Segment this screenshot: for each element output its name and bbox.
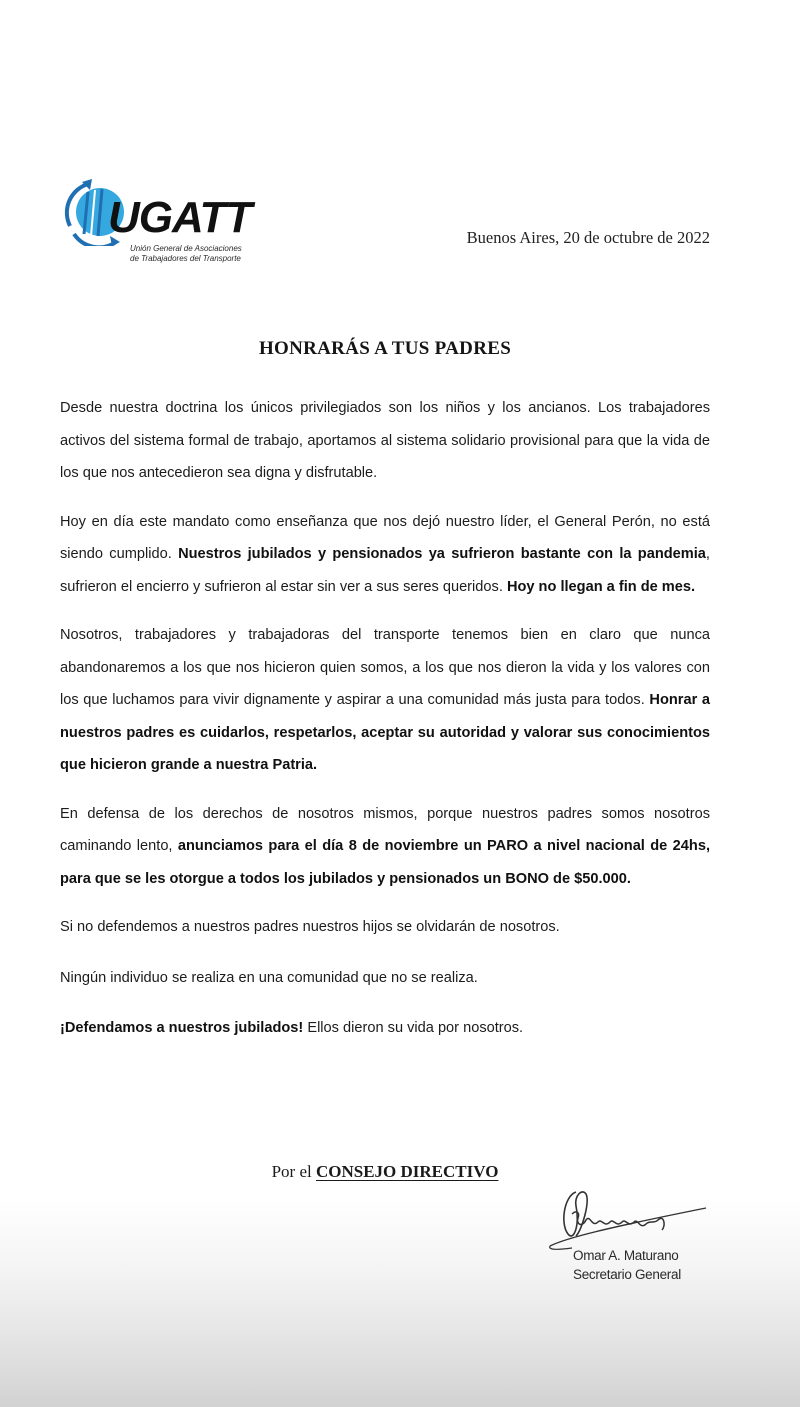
place-and-date: Buenos Aires, 20 de octubre de 2022: [466, 228, 710, 247]
signer-name: Omar A. Maturano: [573, 1248, 679, 1263]
bold-text-segment: Hoy no llegan a fin de mes.: [506, 578, 696, 595]
signature-loop: [564, 1192, 587, 1236]
paragraph-3: [60, 619, 710, 782]
text-segment: , sufrieron el encierro y sufrieron al estar sin ver a sus seres queridos.: [60, 546, 710, 595]
signer-role: Secretario General: [573, 1267, 681, 1282]
text-segment: Desde nuestra doctrina los únicos privilegiados son los niños y los ancianos. Los trabajadores activos del sistema formal de trabajo, aportamos al sistema solidario provisional para que la vida de los que nos antecedieron sea digna y disfrutable.: [60, 400, 710, 481]
bold-text-segment: anunciamos para el día 8 de noviembre un PARO a nivel nacional de 24hs, para que se les otorgue a todos los jubilados y pensionados un BONO de $50.000.: [60, 838, 710, 887]
handwritten-signature: [546, 1184, 716, 1254]
logo-subtitle-line-2: de Trabajadores del Transporte: [130, 253, 241, 263]
paragraph-7: [60, 1012, 710, 1045]
closing-body: CONSEJO DIRECTIVO: [315, 1162, 499, 1181]
bold-text-segment: ¡Defendamos a nuestros jubilados!: [60, 1020, 304, 1036]
logo-subtitle: [130, 244, 242, 263]
bold-text-segment: Nuestros jubilados y pensionados ya sufrieron bastante con la pandemia: [178, 546, 706, 562]
document-title: HONRARÁS A TUS PADRES: [258, 338, 512, 359]
ugatt-logo-graphic: [64, 176, 260, 246]
closing-line: [0, 1162, 770, 1182]
text-segment: Ningún individuo se realiza en una comunidad que no se realiza.: [60, 969, 478, 986]
paragraph-5: [60, 911, 710, 944]
text-segment: En defensa de los derechos de nosotros mismos, porque nuestros padres somos nosotros caminando lento,: [60, 805, 710, 854]
text-segment: Ellos dieron su vida por nosotros.: [303, 1020, 524, 1036]
signature-tail: [550, 1246, 572, 1249]
paragraph-2: [60, 506, 710, 604]
paragraph-4: [60, 798, 710, 896]
document-body: [60, 392, 710, 1063]
text-segment: Hoy en día este mandato como enseñanza que nos dejó nuestro líder, el General Perón, no está siendo cumplido.: [60, 513, 710, 562]
bold-text-segment: Honrar a nuestros padres es cuidarlos, respetarlos, aceptar su autoridad y valorar sus conocimientos que hicieron grande a nuestra Patria.: [60, 692, 710, 773]
closing-prefix: Por el: [271, 1162, 316, 1181]
paragraph-6: [60, 962, 710, 995]
logo-subtitle-line-1: Unión General de Asociaciones: [130, 244, 242, 253]
text-segment: Si no defendemos a nuestros padres nuestros hijos se olvidarán de nosotros.: [60, 919, 560, 935]
text-segment: Nosotros, trabajadores y trabajadoras del transporte tenemos bien en claro que nunca abandonaremos a los que nos hicieron quien somos, a los que nos dieron la vida y los valores con los que luchamos para vivir dignamente y aspirar a una comunidad más justa para todos.: [60, 627, 710, 708]
ugatt-logo: [64, 176, 260, 268]
logo-wordmark: UGATT: [108, 193, 252, 242]
paragraph-1: [60, 392, 710, 490]
